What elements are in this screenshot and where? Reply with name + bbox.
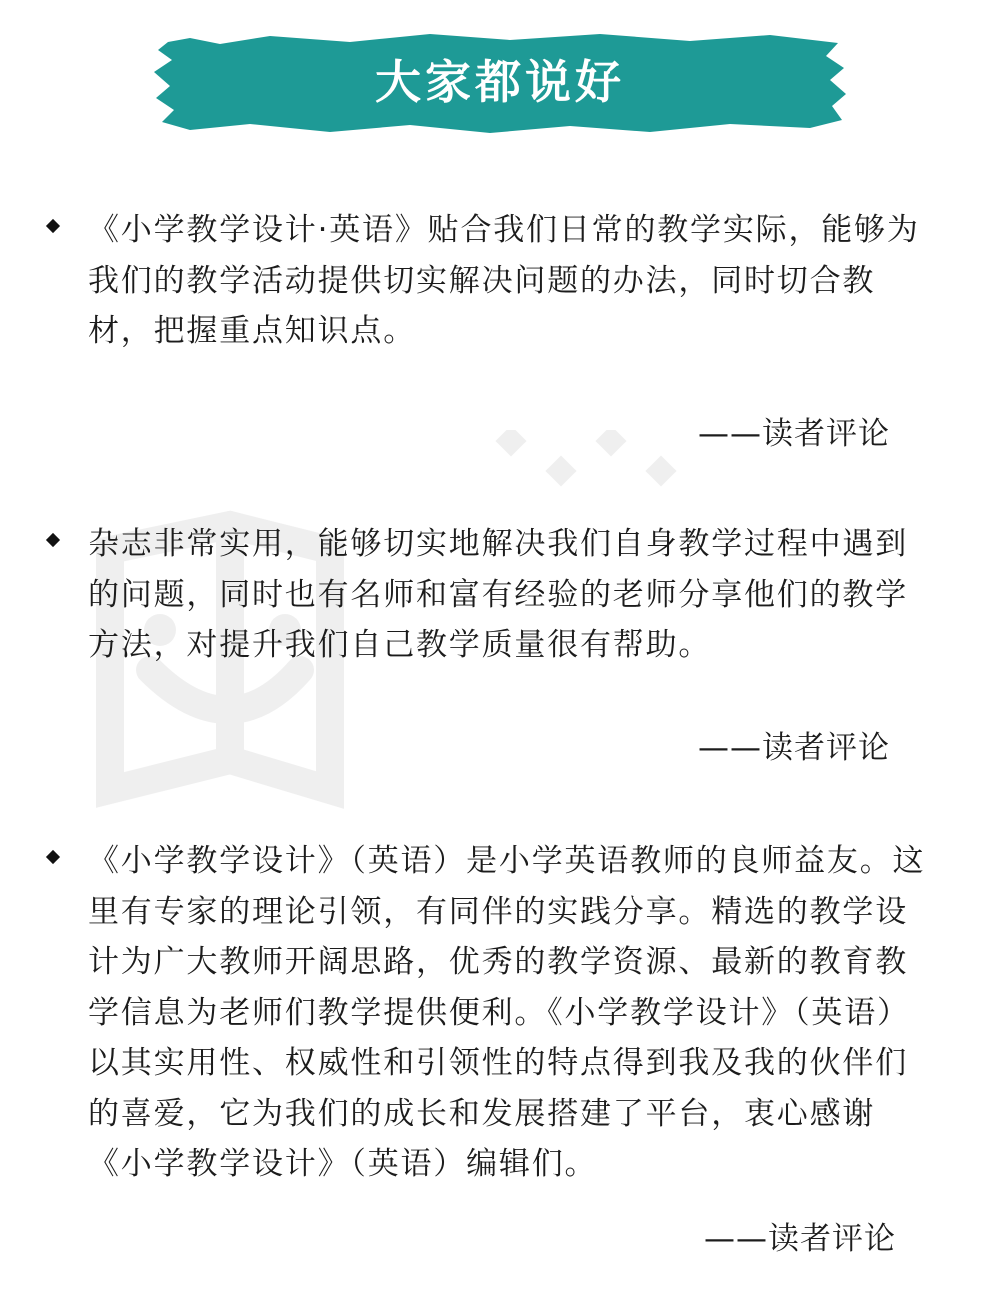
- review-attribution: ——读者评论: [698, 730, 890, 766]
- review-text: 《小学教学设计·英语》贴合我们日常的教学实际，能够为我们的教学活动提供切实解决问题的办法，同时切合教材，把握重点知识点。: [88, 212, 920, 349]
- review-text: 《小学教学设计》（英语）是小学英语教师的良师益友。这里有专家的理论引领，有同伴的实践分享。精选的教学设计为广大教师开阔思路，优秀的教学资源、最新的教育教学信息为老师们教学提供便利。《小学教学设计》（英语）以其实用性、权威性和引领性的特点得到我及我的伙伴们的喜爱，它为我们的成长和发展搭建了平台，衷心感谢《小学教学设计》（英语）编辑们。: [88, 843, 926, 1182]
- diamond-bullet-icon: [46, 533, 60, 547]
- review-attribution: ——读者评论: [704, 1221, 896, 1257]
- header-banner: [150, 28, 850, 136]
- diamond-bullet-icon: [46, 219, 60, 233]
- review-attribution: ——读者评论: [698, 416, 890, 452]
- review-text: 杂志非常实用，能够切实地解决我们自身教学过程中遇到的问题，同时也有名师和富有经验的老师分享他们的教学方法，对提升我们自己教学质量很有帮助。: [88, 526, 908, 663]
- diamond-bullet-icon: [46, 850, 60, 864]
- page-title: 大家都说好: [375, 55, 625, 109]
